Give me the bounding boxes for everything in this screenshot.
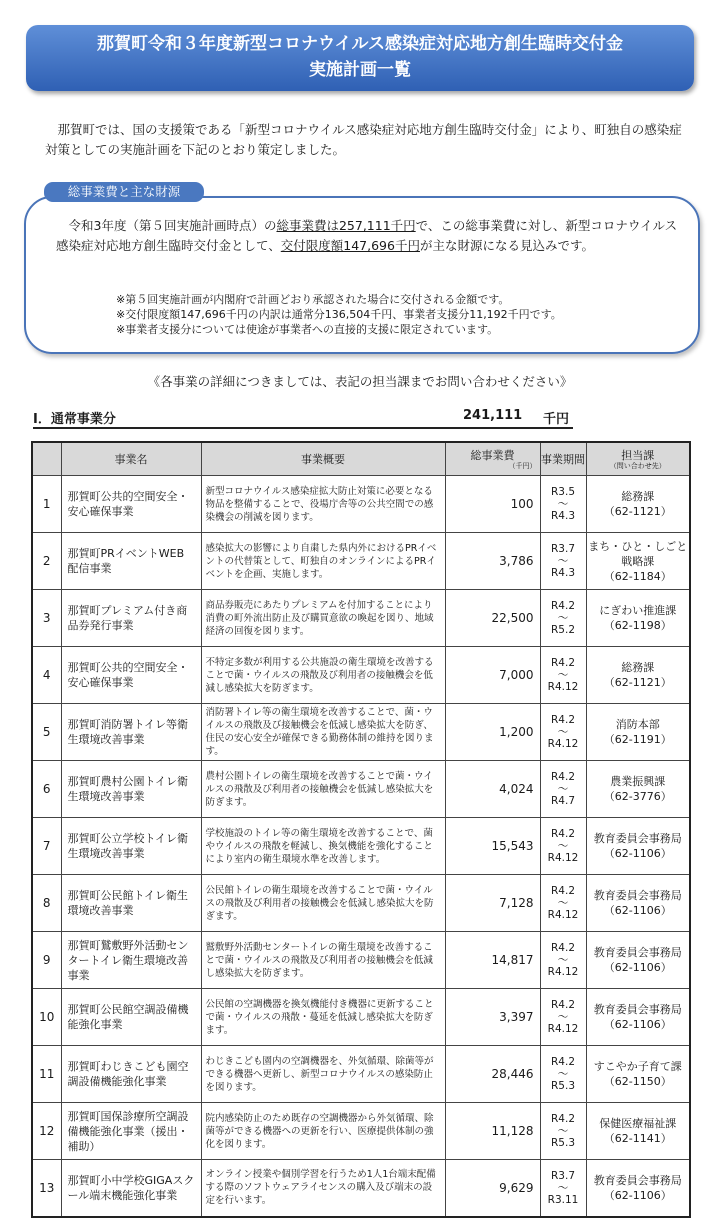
dept-name: 総務課 [621, 661, 655, 674]
table-row [32, 761, 690, 818]
period-tilde: ～ [557, 897, 569, 909]
section-name: Ⅰ．通常事業分 [33, 412, 116, 427]
summary-tag: 総事業費と主な財源 [44, 182, 204, 202]
table-row [32, 875, 690, 932]
header-dept [586, 442, 690, 476]
dept-name: にぎわい推進課 [599, 604, 677, 617]
project-dept [586, 590, 690, 647]
project-dept [586, 932, 690, 989]
dept-name: 教育委員会事務局 [593, 1003, 682, 1016]
project-name: 那賀町公立学校トイレ衛生環境改善事業 [61, 818, 201, 875]
project-summary: 新型コロナウイルス感染症拡大防止対策に必要となる物品を整備することで、役場庁舎等の公共空間での感染機会の削減を図ります。 [201, 476, 445, 533]
project-table [31, 441, 691, 1218]
project-summary: 公民館トイレの衛生環境を改善することで菌・ウイルスの飛散及び利用者の接触機会を低減し感染拡大を防ぎます。 [201, 875, 445, 932]
row-number: 10 [32, 989, 61, 1046]
project-period [540, 590, 586, 647]
project-name: 那賀町公民館トイレ衛生環境改善事業 [61, 875, 201, 932]
project-period [540, 932, 586, 989]
row-number: 13 [32, 1160, 61, 1217]
project-period [540, 476, 586, 533]
title-banner [26, 25, 694, 91]
table-row [32, 932, 690, 989]
project-period [540, 1046, 586, 1103]
period-tilde: ～ [557, 1125, 569, 1137]
dept-name: 消防本部 [615, 718, 660, 731]
table-row [32, 1160, 690, 1217]
dept-name: 教育委員会事務局 [593, 1173, 682, 1187]
project-name: 那賀町公民館空調設備機能強化事業 [61, 989, 201, 1046]
dept-name: すこやか子育て課 [593, 1060, 682, 1073]
note-1: ※第５回実施計画が内閣府で計画どおり承認された場合に交付される金額です。 [116, 293, 510, 306]
period-end: R4.12 [547, 1023, 579, 1035]
period-tilde: ～ [557, 783, 569, 795]
note-3: ※事業者支援分については使途が事業者への直接的支援に限定されています。 [116, 323, 499, 336]
project-cost: 14,817 [445, 932, 540, 989]
header-no [32, 442, 61, 476]
summary-text-c: で、この総事業費に対し、新型コロナウイルス感染症対応地方創生臨時交付金として、 [56, 218, 678, 253]
header-cost-unit: （千円） [508, 461, 537, 470]
title-line-1: 那賀町令和３年度新型コロナウイルス感染症対応地方創生臨時交付金 [97, 34, 623, 54]
table-row [32, 476, 690, 533]
project-cost: 100 [445, 476, 540, 533]
period-end: R5.3 [551, 1080, 575, 1092]
period-start: R4.2 [551, 771, 575, 783]
project-name: 那賀町消防署トイレ等衛生環境改善事業 [61, 704, 201, 761]
project-summary: わじきこども園内の空調機器を、外気循環、除菌等ができる機器へ更新し、新型コロナウイルスの感染防止を図ります。 [201, 1046, 445, 1103]
period-tilde: ～ [557, 612, 569, 624]
period-end: R4.12 [547, 738, 579, 750]
summary-text-e: が主な財源になる見込みです。 [419, 238, 594, 253]
title-line-2: 実施計画一覧 [309, 60, 411, 80]
project-cost: 3,397 [445, 989, 540, 1046]
project-period [540, 704, 586, 761]
period-end: R4.12 [547, 966, 579, 978]
section-total: 241,111 [463, 408, 523, 423]
project-period [540, 818, 586, 875]
dept-name: 農業振興課 [610, 775, 666, 788]
project-summary: 消防署トイレ等の衛生環境を改善することで、菌・ウイルスの飛散及び接触機会を低減し感染拡大を防ぎ、住民の安心安全が確保できる勤務体制の維持を図ります。 [201, 704, 445, 761]
project-period [540, 1160, 586, 1217]
project-period [540, 989, 586, 1046]
period-tilde: ～ [557, 726, 569, 738]
project-name: 那賀町PRイベントWEB配信事業 [61, 533, 201, 590]
project-cost: 15,543 [445, 818, 540, 875]
period-end: R5.2 [551, 624, 575, 636]
dept-phone: （62-1121） [603, 676, 672, 689]
project-dept [586, 989, 690, 1046]
project-dept [586, 533, 690, 590]
period-start: R4.2 [551, 828, 575, 840]
period-start: R4.2 [551, 600, 575, 612]
grant-limit-highlight: 交付限度額147,696千円 [280, 238, 420, 253]
header-period: 事業期間 [540, 442, 586, 476]
period-start: R4.2 [551, 714, 575, 726]
section-unit: 千円 [543, 412, 570, 427]
period-tilde: ～ [557, 1181, 569, 1194]
dept-name: まち・ひと・しごと戦略課 [588, 539, 688, 568]
dept-name: 教育委員会事務局 [593, 946, 682, 959]
project-name: 那賀町公共的空間安全・安心確保事業 [61, 476, 201, 533]
project-cost: 22,500 [445, 590, 540, 647]
period-start: R4.2 [551, 885, 575, 897]
dept-phone: （62-1106） [603, 847, 672, 860]
period-end: R4.12 [547, 909, 579, 921]
project-summary: 公民館の空調機器を換気機能付き機器に更新することで菌・ウイルスの飛散・蔓延を低減し感染拡大を防ぎます。 [201, 989, 445, 1046]
period-tilde: ～ [557, 1068, 569, 1080]
row-number: 11 [32, 1046, 61, 1103]
table-header-row [32, 442, 690, 476]
period-start: R3.7 [551, 1169, 575, 1182]
dept-phone: （62-1191） [603, 733, 672, 746]
table-row [32, 818, 690, 875]
period-end: R4.7 [551, 795, 575, 807]
row-number: 5 [32, 704, 61, 761]
dept-phone: （62-1106） [603, 1188, 672, 1202]
table-row [32, 989, 690, 1046]
period-end: R4.12 [547, 852, 579, 864]
project-cost: 11,128 [445, 1103, 540, 1160]
period-tilde: ～ [557, 840, 569, 852]
period-start: R4.2 [551, 942, 575, 954]
period-start: R3.7 [551, 543, 575, 555]
table-row [32, 1103, 690, 1160]
project-name: 那賀町公共的空間安全・安心確保事業 [61, 647, 201, 704]
project-summary: 学校施設のトイレ等の衛生環境を改善することで、菌やウイルスの飛散を軽減し、換気機能を強化することにより室内の衛生環境水準を改善します。 [201, 818, 445, 875]
project-dept [586, 1103, 690, 1160]
period-end: R4.3 [551, 510, 575, 522]
table-row [32, 590, 690, 647]
period-start: R4.2 [551, 657, 575, 669]
project-cost: 4,024 [445, 761, 540, 818]
project-name: 那賀町わじきこども園空調設備機能強化事業 [61, 1046, 201, 1103]
dept-phone: （62-1121） [603, 505, 672, 518]
project-dept [586, 704, 690, 761]
header-dept-sub: （問い合わせ先） [609, 461, 666, 470]
header-dept-label: 担当課 [621, 448, 655, 462]
dept-phone: （62-1141） [603, 1132, 672, 1145]
dept-phone: （62-1184） [603, 569, 672, 583]
header-cost [445, 442, 540, 476]
project-summary: 不特定多数が利用する公共施設の衛生環境を改善することで菌・ウイルスの飛散及び利用者の接触機会を低減し感染拡大を防ぎます。 [201, 647, 445, 704]
summary-text-a: 令和3年度（第５回実施計画時点）の [68, 218, 277, 233]
project-period [540, 533, 586, 590]
table-row [32, 647, 690, 704]
period-tilde: ～ [557, 555, 569, 567]
row-number: 9 [32, 932, 61, 989]
row-number: 6 [32, 761, 61, 818]
project-period [540, 1103, 586, 1160]
dept-phone: （62-1150） [603, 1075, 672, 1088]
project-period [540, 647, 586, 704]
project-cost: 1,200 [445, 704, 540, 761]
row-number: 12 [32, 1103, 61, 1160]
period-end: R4.12 [547, 681, 579, 693]
section-underline [33, 427, 573, 429]
dept-phone: （62-1198） [603, 619, 672, 632]
project-cost: 9,629 [445, 1160, 540, 1217]
project-cost: 28,446 [445, 1046, 540, 1103]
project-name: 那賀町小中学校GIGAスクール端末機能強化事業 [61, 1160, 201, 1217]
row-number: 2 [32, 533, 61, 590]
dept-name: 教育委員会事務局 [593, 832, 682, 845]
project-dept [586, 875, 690, 932]
project-dept [586, 476, 690, 533]
project-cost: 3,786 [445, 533, 540, 590]
contact-note: 《各事業の詳細につきましては、表記の担当課までお問い合わせください》 [147, 374, 573, 389]
dept-name: 教育委員会事務局 [593, 889, 682, 902]
section-heading [33, 406, 573, 428]
period-start: R4.2 [551, 1056, 575, 1068]
header-summary: 事業概要 [201, 442, 445, 476]
period-start: R4.2 [551, 999, 575, 1011]
project-name: 那賀町プレミアム付き商品券発行事業 [61, 590, 201, 647]
project-dept [586, 761, 690, 818]
project-summary: 院内感染防止のため既存の空調機器から外気循環、除菌等ができる機器への更新を行い、医療提供体制の強化を図ります。 [201, 1103, 445, 1160]
period-end: R3.11 [547, 1193, 579, 1206]
project-period [540, 875, 586, 932]
note-2: ※交付限度額147,696千円の内訳は通常分136,504千円、事業者支援分11,192千円です。 [116, 308, 562, 321]
project-name: 那賀町農村公園トイレ衛生環境改善事業 [61, 761, 201, 818]
period-tilde: ～ [557, 498, 569, 510]
period-end: R5.3 [551, 1137, 575, 1149]
project-summary: 商品券販売にあたりプレミアムを付加することにより消費の町外流出防止及び購買意欲の喚起を図り、地域経済の回復を図ります。 [201, 590, 445, 647]
project-summary: 鷲敷野外活動センタートイレの衛生環境を改善することで菌・ウイルスの飛散及び利用者の接触機会を低減し感染拡大を防ぎます。 [201, 932, 445, 989]
row-number: 8 [32, 875, 61, 932]
period-end: R4.3 [551, 567, 575, 579]
header-name: 事業名 [61, 442, 201, 476]
period-tilde: ～ [557, 954, 569, 966]
project-dept [586, 818, 690, 875]
row-number: 7 [32, 818, 61, 875]
table-row [32, 1046, 690, 1103]
project-name: 那賀町鷲敷野外活動センタートイレ衛生環境改善事業 [61, 932, 201, 989]
project-period [540, 761, 586, 818]
table-row [32, 533, 690, 590]
project-cost: 7,000 [445, 647, 540, 704]
dept-phone: （62-1106） [603, 961, 672, 974]
summary-text [56, 216, 686, 256]
header-cost-label: 総事業費 [470, 448, 515, 462]
period-start: R4.2 [551, 1113, 575, 1125]
period-start: R3.5 [551, 486, 575, 498]
project-name: 那賀町国保診療所空調設備機能強化事業（援出・補助） [61, 1103, 201, 1160]
row-number: 1 [32, 476, 61, 533]
period-tilde: ～ [557, 669, 569, 681]
dept-name: 総務課 [621, 490, 655, 503]
dept-phone: （62-1106） [603, 1018, 672, 1031]
project-summary: 農村公園トイレの衛生環境を改善することで菌・ウイルスの飛散及び利用者の接触機会を低減し感染拡大を防ぎます。 [201, 761, 445, 818]
project-dept [586, 647, 690, 704]
dept-name: 保健医療福祉課 [599, 1117, 677, 1130]
summary-notes [116, 292, 696, 337]
project-cost: 7,128 [445, 875, 540, 932]
row-number: 3 [32, 590, 61, 647]
table-row [32, 704, 690, 761]
period-tilde: ～ [557, 1011, 569, 1023]
project-summary: 感染拡大の影響により自粛した県内外におけるPRイベントの代替策として、町独自のオンラインによるPRイベントを企画、実施します。 [201, 533, 445, 590]
project-dept [586, 1160, 690, 1217]
row-number: 4 [32, 647, 61, 704]
project-summary: オンライン授業や個別学習を行うため1人1台端末配備する際のソフトウェアライセンスの購入及び端末の設定を行います。 [201, 1160, 445, 1217]
total-cost-highlight: 総事業費は257,111千円 [276, 218, 416, 233]
intro-text: 那賀町では、国の支援策である「新型コロナウイルス感染症対応地方創生臨時交付金」により、町独自の感染症対策としての実施計画を下記のとおり策定しました。 [45, 122, 682, 157]
dept-phone: （62-1106） [603, 904, 672, 917]
dept-phone: （62-3776） [603, 790, 672, 803]
project-dept [586, 1046, 690, 1103]
